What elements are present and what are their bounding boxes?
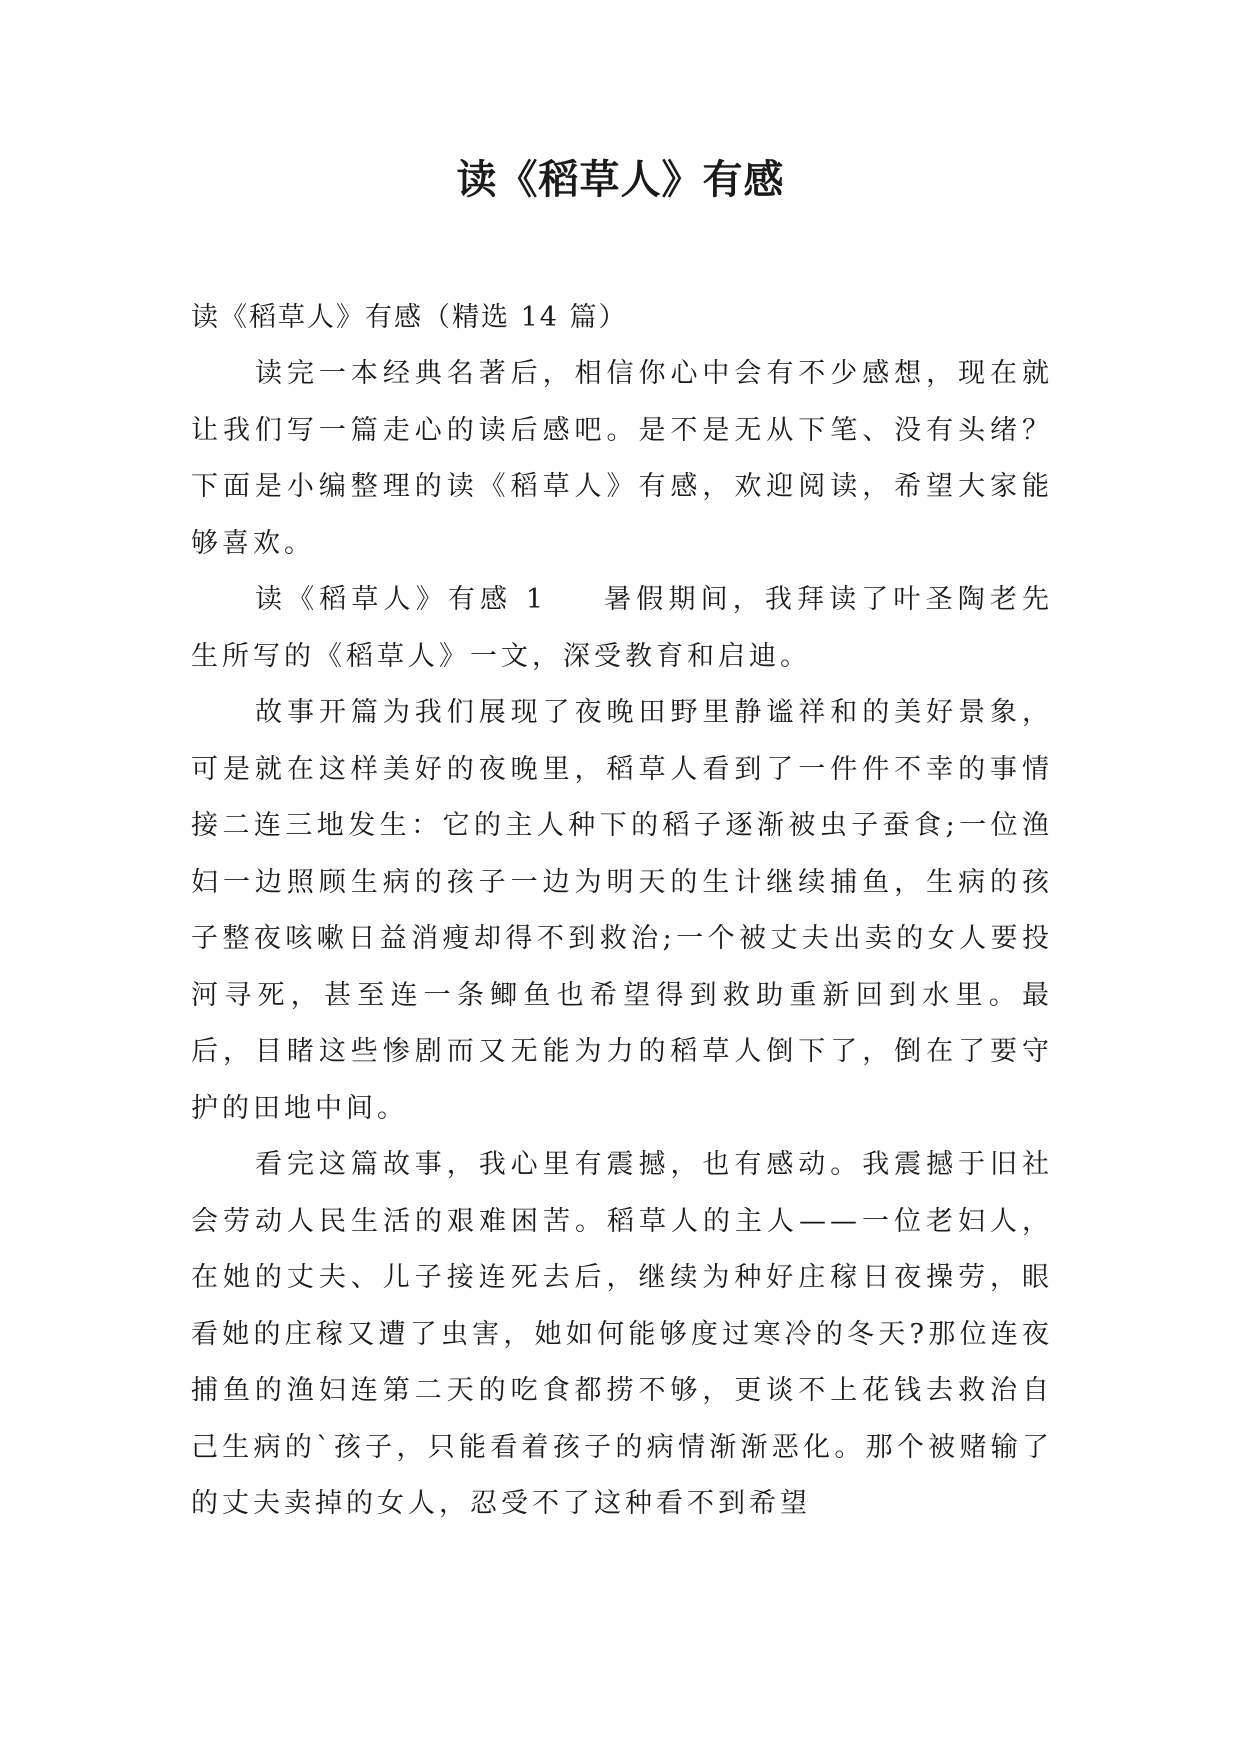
paragraph-text: 看完这篇故事，我心里有震撼，也有感动。我震撼于旧社会劳动人民生活的艰难困苦。稻草人的主人——一位老妇人，在她的丈夫、儿子接连死去后，继续为种好庄稼日夜操劳，眼看她的庄稼又遭了虫害，她如何能够度过寒冷的冬天?那位连夜捕鱼的渔妇连第二天的吃食都捞不够，更谈不上花钱去救治自己生病的`孩子，只能看着孩子的病情渐渐恶化。那个被赌输了的丈夫卖掉的女人，忍受不了这种看不到希望	[191, 1149, 1053, 1519]
paragraph-story	[191, 685, 1053, 1137]
paragraph-section-1	[191, 572, 1053, 685]
paragraph-text: 读完一本经典名著后，相信你心中会有不少感想，现在就让我们写一篇走心的读后感吧。是不是无从下笔、没有头绪？下面是小编整理的读《稻草人》有感，欢迎阅读，希望大家能够喜欢。	[191, 358, 1053, 559]
section-heading: 读《稻草人》有感 1	[255, 584, 548, 615]
paragraph-text: 故事开篇为我们展现了夜晚田野里静谧祥和的美好景象，可是就在这样美好的夜晚里，稻草人看到了一件件不幸的事情接二连三地发生：它的主人种下的稻子逐渐被虫子蚕食;一位渔妇一边照顾生病的孩子一边为明天的生计继续捕鱼，生病的孩子整夜咳嗽日益消瘦却得不到救治;一个被丈夫出卖的女人要投河寻死，甚至连一条鲫鱼也希望得到救助重新回到水里。最后，目睹这些惨剧而又无能为力的稻草人倒下了，倒在了要守护的田地中间。	[191, 697, 1053, 1124]
paragraph-text: 暑假期间，我拜读了叶圣陶老先生所写的《稻草人》一文，深受教育和启迪。	[191, 584, 1053, 672]
document-title: 读《稻草人》有感	[456, 157, 785, 203]
document-subtitle: 读《稻草人》有感（精选 14 篇）	[191, 302, 628, 333]
document-body	[191, 290, 1053, 1533]
paragraph-intro	[191, 346, 1053, 572]
paragraph-reflection	[191, 1137, 1053, 1533]
